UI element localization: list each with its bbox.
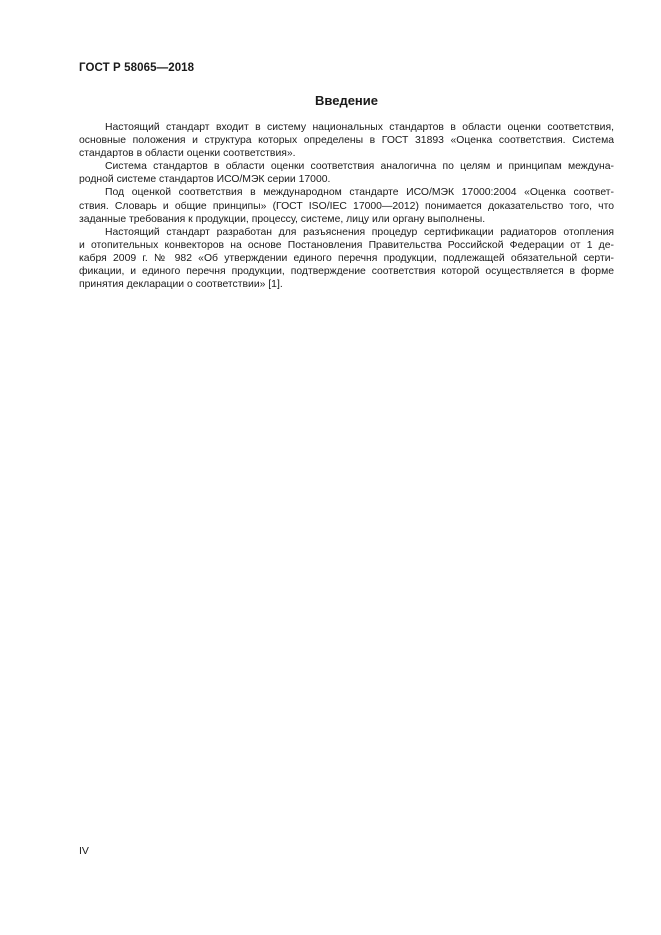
text-line: ствия. Словарь и общие принципы» (ГОСТ ISO/IEC 17000—2012) понимается доказательство того, что: [79, 200, 614, 212]
document-code-header: ГОСТ Р 58065—2018: [79, 62, 195, 74]
text-line: Система стандартов в области оценки соответствия аналогична по целям и принципам междуна-: [105, 161, 614, 173]
page-number: IV: [79, 845, 89, 857]
text-line: Настоящий стандарт входит в систему национальных стандартов в области оценки соответствия,: [105, 122, 614, 133]
text-line: Настоящий стандарт разработан для разъяснения процедур сертификации радиаторов отопления: [105, 226, 614, 238]
text-line: родной системе стандартов ИСО/МЭК серии 17000.: [79, 174, 331, 186]
text-line: заданные требования к продукции, процессу, системе, лицу или органу выполнены.: [79, 213, 486, 225]
text-line: Под оценкой соответствия в международном стандарте ИСО/МЭК 17000:2004 «Оценка соответ-: [105, 187, 614, 199]
text-line: и отопительных конвекторов на основе Постановления Правительства Российской Федерации от 1 де-: [79, 239, 614, 251]
paragraph: [79, 186, 614, 225]
paragraph: [79, 160, 614, 186]
section-title: Введение: [315, 93, 378, 108]
text-line: фикации, и единого перечня продукции, подтверждение соответствия которой осуществляется в форме: [79, 266, 614, 278]
introduction-body: [79, 121, 614, 291]
text-line: стандартов в области оценки соответствия».: [79, 148, 296, 160]
paragraph: [79, 121, 614, 160]
text-line: основные положения и структура которых определены в ГОСТ 31893 «Оценка соответствия. Система: [79, 135, 614, 147]
text-line: кабря 2009 г. № 982 «Об утверждении единого перечня продукции, подлежащей обязательной серти-: [79, 252, 614, 264]
text-line: принятия декларации о соответствии» [1].: [79, 279, 283, 291]
paragraph: [79, 226, 614, 291]
